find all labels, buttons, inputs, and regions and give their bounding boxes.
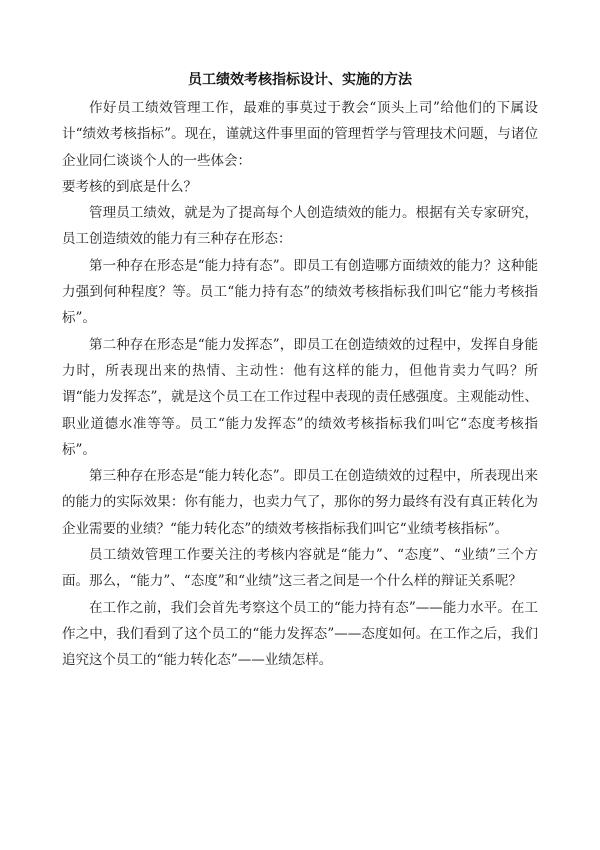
paragraph-focus: 员工绩效管理工作要关注的考核内容就是“能力”、“态度”、“业绩”三个方面。那么，“能力”、“态度”和“业绩”这三者之间是一个什么样的辩证关系呢？: [62, 547, 538, 590]
paragraph-form-two: 第二种存在形态是“能力发挥态”，即员工在创造绩效的过程中，发挥自身能力时，所表现出来的热情、主动性：他有这样的能力，但他肯卖力气吗？所谓“能力发挥态”，就是这个员工在工作过程中表现的责任感强度。主观能动性、职业道德水准等等。员工“能力发挥态”的绩效考核指标我们叫它“态度考核指标”。: [62, 336, 538, 458]
section-question: 要考核的到底是什么？: [62, 178, 197, 195]
document-title: 员工绩效考核指标设计、实施的方法: [188, 72, 412, 88]
paragraph-relationship: 在工作之前，我们会首先考察这个员工的“能力持有态”——能力水平。在工作之中，我们看到了这个员工的“能力发挥态”——态度如何。在工作之后，我们追究这个员工的“能力转化态”——业绩怎样。: [62, 599, 538, 669]
paragraph-three-forms: 管理员工绩效，就是为了提高每个人创造绩效的能力。根据有关专家研究，员工创造绩效的能力有三种存在形态：: [62, 205, 538, 248]
paragraph-intro: 作好员工绩效管理工作，最难的事莫过于教会“顶头上司”给他们的下属设计“绩效考核指标”。现在，谨就这件事里面的管理哲学与管理技术问题，与诸位企业同仁谈谈个人的一些体会：: [62, 100, 538, 169]
paragraph-form-one: 第一种存在形态是“能力持有态”。即员工有创造哪方面绩效的能力？这种能力强到何种程度？等。员工“能力持有态”的绩效考核指标我们叫它“能力考核指标”。: [62, 257, 538, 327]
paragraph-form-three: 第三种存在形态是“能力转化态”。即员工在创造绩效的过程中，所表现出来的能力的实际效果：你有能力，也卖力气了，那你的努力最终有没有真正转化为企业需要的业绩？“能力转化态”的绩效考核指标我们叫它“业绩考核指标”。: [62, 468, 538, 537]
